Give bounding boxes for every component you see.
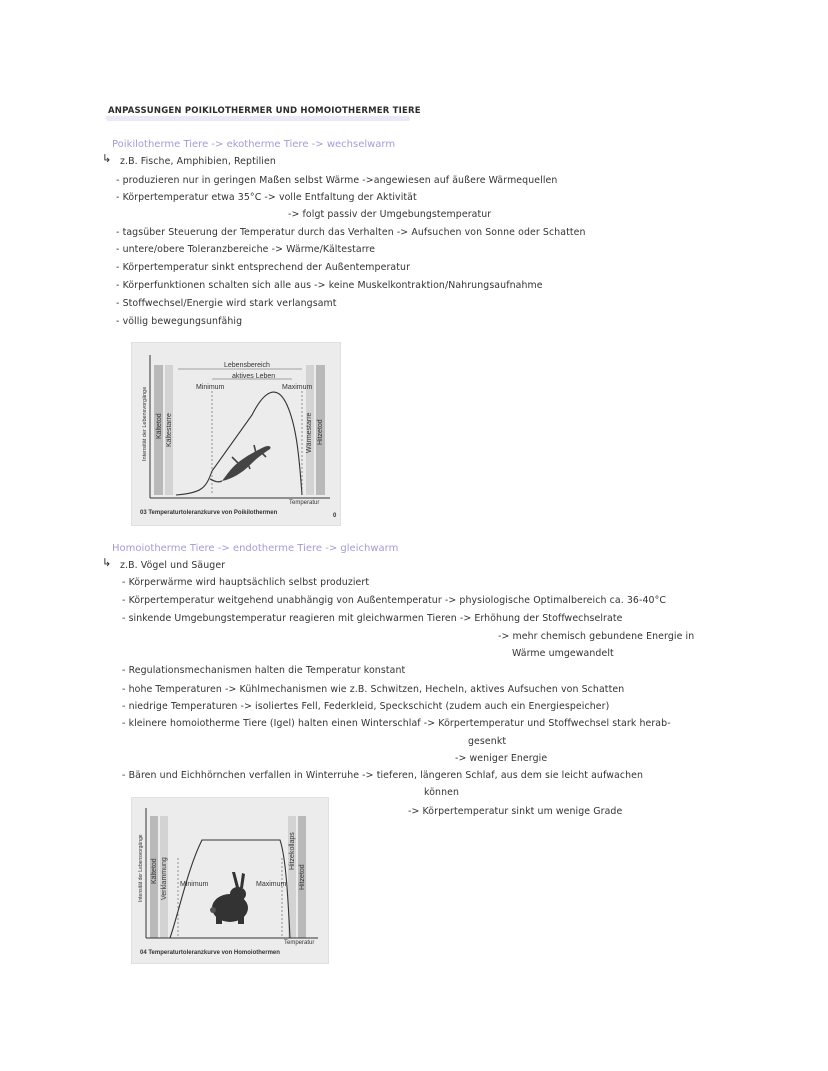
waermestarre-label: Wärmestarre: [306, 412, 313, 453]
section2-line: - hohe Temperaturen -> Kühlmechanismen wie z.B. Schwitzen, Hecheln, aktives Aufsuchen von Schatten: [122, 684, 625, 695]
section1-line: - Stoffwechsel/Energie wird stark verlangsamt: [116, 298, 337, 309]
x-axis-label: Temperatur: [289, 500, 320, 506]
kaeltetod-label: Kältetod: [151, 858, 158, 884]
lebensbereich-label: Lebensbereich: [224, 362, 270, 369]
tolerance-curve: [170, 840, 290, 938]
section1-line: -> folgt passiv der Umgebungstemperatur: [288, 209, 492, 220]
minimum-label: Minimum: [180, 881, 209, 888]
section2-line: gesenkt: [468, 736, 507, 747]
corner-arrow-icon: ↳: [102, 556, 112, 569]
section1-line: - Körperfunktionen schalten sich alle aus -> keine Muskelkontraktion/Nahrungsaufnahme: [116, 280, 543, 291]
section1-line: - produzieren nur in geringen Maßen selbst Wärme ->angewiesen auf äußere Wärmequellen: [116, 175, 558, 186]
verklammung-label: Verklammung: [161, 857, 168, 900]
section1-line: - Körpertemperatur etwa 35°C -> volle Entfaltung der Aktivität: [116, 192, 417, 203]
section2-line: - niedrige Temperaturen -> isoliertes Fell, Federkleid, Speckschicht (zudem auch ein Energiespeicher): [122, 701, 610, 712]
tolerance-curve: [176, 392, 302, 495]
page-title: ANPASSUNGEN POIKILOTHERMER UND HOMOIOTHERMER TIERE: [108, 106, 421, 116]
section1-examples: z.B. Fische, Amphibien, Reptilien: [120, 156, 276, 167]
kaeltestarre-label: Kältestarre: [166, 413, 173, 447]
section2-examples: z.B. Vögel und Säuger: [120, 560, 226, 571]
section2-line: - Regulationsmechanismen halten die Temperatur konstant: [122, 665, 406, 676]
section1-heading: Poikilotherme Tiere -> ekotherme Tiere -> wechselwarm: [112, 139, 396, 150]
figure1-caption: 03 Temperaturtoleranzkurve von Poikilothermen: [140, 510, 278, 516]
section2-line: - sinkende Umgebungstemperatur reagieren mit gleichwarmen Tieren -> Erhöhung der Stoffwechselrate: [122, 613, 623, 624]
section1-line: - völlig bewegungsunfähig: [116, 316, 243, 327]
figure2-caption: 04 Temperaturtoleranzkurve von Homoiothermen: [140, 950, 280, 956]
corner-arrow-icon: ↳: [102, 152, 112, 165]
figure-poikilotherm: [131, 342, 341, 526]
maximum-label: Maximum: [282, 384, 313, 391]
section1-line: - untere/obere Toleranzbereiche -> Wärme/Kältestarre: [116, 244, 376, 255]
kaeltetod-label: Kältetod: [156, 413, 163, 439]
section2-line: - Körperwärme wird hauptsächlich selbst produziert: [122, 577, 370, 588]
lizard-icon: [210, 445, 271, 482]
section2-line: können: [424, 787, 460, 798]
section2-line: - Bären und Eichhörnchen verfallen in Winterruhe -> tieferen, längeren Schlaf, aus dem sie leicht aufwachen: [122, 770, 644, 781]
aktives-leben-label: aktives Leben: [232, 373, 276, 380]
hitzetod-label: Hitzetod: [317, 419, 324, 445]
figure1-corner-label: 0: [333, 513, 337, 519]
section1-line: - tagsüber Steuerung der Temperatur durch das Verhalten -> Aufsuchen von Sonne oder Schatten: [116, 227, 586, 238]
y-axis-label: Intensität der Lebensvorgänge: [142, 386, 148, 461]
section2-line: -> weniger Energie: [455, 753, 548, 764]
section1-line: - Körpertemperatur sinkt entsprechend der Außentemperatur: [116, 262, 411, 273]
x-axis-label: Temperatur: [284, 940, 315, 946]
section2-line: -> mehr chemisch gebundene Energie in: [498, 631, 695, 642]
hare-icon: [210, 872, 248, 924]
section2-line: - kleinere homoiotherme Tiere (Igel) halten einen Winterschlaf -> Körpertemperatur und Stoffwechsel stark herab-: [122, 718, 671, 729]
maximum-label: Maximum: [256, 881, 287, 888]
section2-line: -> Körpertemperatur sinkt um wenige Grade: [408, 806, 623, 817]
hitzetod-label: Hitzetod: [299, 864, 306, 890]
section2-line: Wärme umgewandelt: [512, 648, 614, 659]
title-highlight: [106, 116, 410, 121]
hitzekollaps-label: Hitzekollaps: [289, 832, 296, 870]
section2-line: - Körpertemperatur weitgehend unabhängig von Außentemperatur -> physiologische Optimalbereich ca. 36-40°C: [122, 595, 667, 606]
y-axis-label: Intensität der Lebensvorgänge: [138, 834, 144, 902]
figure-homoiotherm: [131, 797, 329, 964]
section2-heading: Homoiotherme Tiere -> endotherme Tiere -> gleichwarm: [112, 543, 399, 554]
minimum-label: Minimum: [196, 384, 225, 391]
